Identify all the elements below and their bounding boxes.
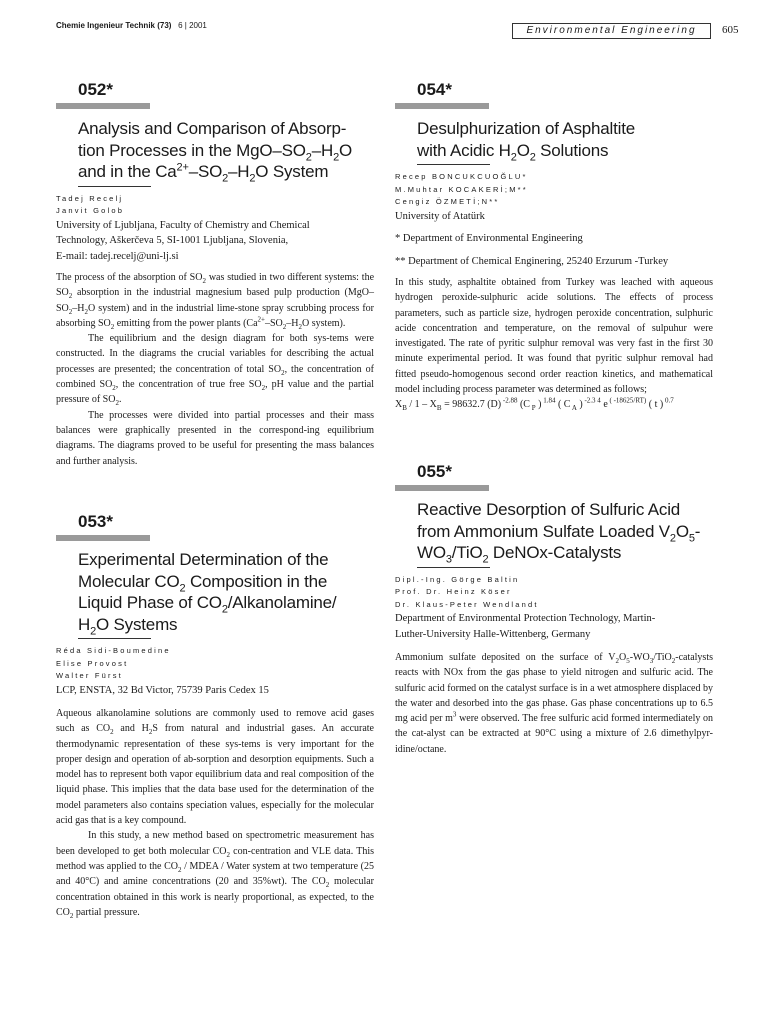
author-list [395, 574, 713, 612]
article-title: Analysis and Comparison of Absorp- tion Processes in the MgO–$SO_2-H_2O$ and in the $Ca^{2+}-SO_2-H_2O$ System [78, 119, 353, 185]
page-number: 605 [722, 24, 739, 36]
paragraph: The equilibrium and the design diagram for both sys-tems were constructed. In the diagrams the crucial variables for describing the actual processes are presented; the concentration of total $SO_2$, the concentration of combined $SO_2$, the concentration of true free $SO_2$, pH value and the partial pressure of $SO_2$. [56, 333, 374, 408]
department-line: ** Department of Chemical Enginering, 25240 Erzurum -Turkey [395, 255, 669, 267]
title-rule [78, 638, 151, 639]
abstract-body [395, 650, 713, 757]
abstract-body [395, 275, 713, 413]
affiliation-line: E-mail: tadej.recelj@uni-lj.si [56, 250, 179, 262]
paragraph: In this study, a new method based on spectrometric measurement has been developed to get both molecular $CO_2$ con-centration and VLE data. This method was applied to the $CO_2$ / MDEA / Water system at two temperature (25 and 40°C) and amine concentrations (20 and 35%wt). The $CO_2$ molecular concentration obtained in this work is nearly proportional, as expected, to the $CO_2$ partial pressure. [56, 830, 375, 920]
number-bar [56, 535, 150, 541]
author: Réda Sidi-Boumedine [56, 646, 171, 655]
number-bar [56, 103, 150, 109]
affiliation-line: Department of Environmental Protection Technology, Martin- [395, 613, 656, 624]
title-rule [78, 186, 151, 187]
affiliation [56, 683, 374, 699]
author: Tadej Recelj [56, 193, 124, 203]
author: Prof. Dr. Heinz Köser [395, 587, 512, 596]
journal-name: Chemie Ingenieur Technik (73) [56, 21, 172, 30]
author: Janvit Golob [56, 206, 125, 215]
article-055 [395, 462, 713, 757]
article-title: Reactive Desorption of Sulfuric Acid from Ammonium Sulfate Loaded $V_2O_5-$ $WO_3/TiO_2$ DeNOx-Catalysts [417, 500, 701, 566]
author: Elise Provost [56, 658, 129, 668]
article-053 [56, 512, 374, 920]
section-label: Environmental Engineering [512, 23, 711, 39]
author: Dipl.-Ing. Görge Baltin [395, 574, 520, 584]
paragraph: The process of the absorption of $SO_2$ was studied in two different systems: the $SO_2$ absorption in the industrial magnesium based pulp production ($MgO-SO_2-H_2O$ system) and in the industrial lime-stone spray scrubbing process for absorbing $SO_2$ emitting from the power plants ($Ca^{2+}-SO_2-H_2O$ system). [56, 272, 375, 331]
author: Walter Fürst [56, 671, 123, 680]
abstract-body [56, 706, 374, 920]
affiliation [395, 611, 713, 642]
paragraph: The processes were divided into partial processes and their mass balances were graphically presented in the correspond-ing equilibrium diagrams. The diagrams proved to be useful for presenting the mass balances and further analysis. [56, 409, 374, 467]
article-number: 053* [78, 512, 113, 531]
author-list [395, 171, 713, 209]
abstract-body [56, 270, 374, 469]
affiliation-line: Luther-University Halle-Wittenberg, Germany [395, 628, 591, 640]
article-number: 055* [417, 462, 452, 481]
paragraph: Ammonium sulfate deposited on the surface of $V_2O_5-WO_3/TiO_2$-catalysts reacts with NOx from the gas phase to yield nitrogen and sulfuric acid. The sulfuric acid formed on the catalyst surface is in a wet atmosphere displaced by the water and desorbed into the gas phase. Gas phase concentrations up to 6.5 mg acid per $m^3$ were observed. The free sulfuric acid formed intermediately on the cat-alyst can be extracted at 90°C using a mixture of 2.6 dimethylpyr-idine/octane. [395, 652, 713, 755]
affiliation [395, 209, 713, 270]
article-title: Experimental Determination of the Molecular $CO_2$ Composition in the Liquid Phase of $CO_2/Alkanolamine/$ $H_2O$ Systems [78, 550, 337, 637]
rate-equation: $X_B / 1 - X_B = 98632.7$ (D) $^{-2.88}$ (C $_P$ ) $^{1.84}$ ( C $_A$ ) $^{-2.3 4}$ e $^{( -18625/RT)}$ ( t ) $^{0.7}$ [395, 397, 674, 413]
author-list [56, 193, 374, 218]
title-rule [417, 164, 490, 165]
article-title: Desulphurization of Asphaltite with Acidic $H_2O_2$ Solutions [417, 119, 635, 163]
running-header [56, 21, 207, 30]
author: Cengiz ÖZMETİ;N** [395, 197, 500, 206]
affiliation-line: LCP, ENSTA, 32 Bd Victor, 75739 Paris Cedex 15 [56, 684, 269, 696]
affiliation-line: Technology, Aškerčeva 5, SI-1001 Ljubljana, Slovenia, [56, 235, 289, 246]
paragraph: Aqueous alkanolamine solutions are commonly used to remove acid gases such as $CO_2$ and $H_2S$ from natural and industrial gases. An accurate thermodynamic representation of these sys-tems is very important for the proper design and operation of ab-sorption and desorption equipments. Such a model has to represent both vapor equilibrium data and real composition of the liquid phase. This implies that the data base used for the determination of the model parameters also contains speciation values, especially for the molecular acid gas that is a key compound. [56, 708, 374, 827]
number-bar [395, 485, 489, 491]
affiliation-line: University of Ljubljana, Faculty of Chemistry and Chemical [56, 219, 310, 231]
author: M.Muhtar KOCAKERİ;M** [395, 184, 528, 194]
department-line: * Department of Environmental Engineering [395, 233, 583, 244]
issue-number: 6 | 2001 [178, 21, 207, 30]
number-bar [395, 103, 489, 109]
article-054 [395, 80, 713, 413]
article-number: 054* [417, 80, 452, 99]
author: Recep BONCUKCUOĞLU* [395, 172, 528, 181]
affiliation-line: University of Atatürk [395, 210, 485, 222]
paragraph: In this study, asphaltite obtained from Turkey was leached with aqueous hydrogen peroxide-sulphuric acide solutions. The effects of process parameters, such as particle size, hydrogen peroxide concentration, sulphuric acide concentration and temperature, on the removal of sulpuhur were investigated. The rate of pyritic sulphur removal was very fast in the first 30 minute experimental period. It was found that pyritic sulphur removal had fitted pseudo-homogenous second order reaction kinetics, and mathematical model including process parameter was determined as follows; [395, 277, 713, 396]
article-number: 052* [78, 80, 113, 99]
affiliation [56, 218, 374, 265]
article-052 [56, 80, 374, 469]
title-rule [417, 567, 490, 568]
author: Dr. Klaus-Peter Wendlandt [395, 599, 539, 609]
author-list [56, 645, 374, 683]
